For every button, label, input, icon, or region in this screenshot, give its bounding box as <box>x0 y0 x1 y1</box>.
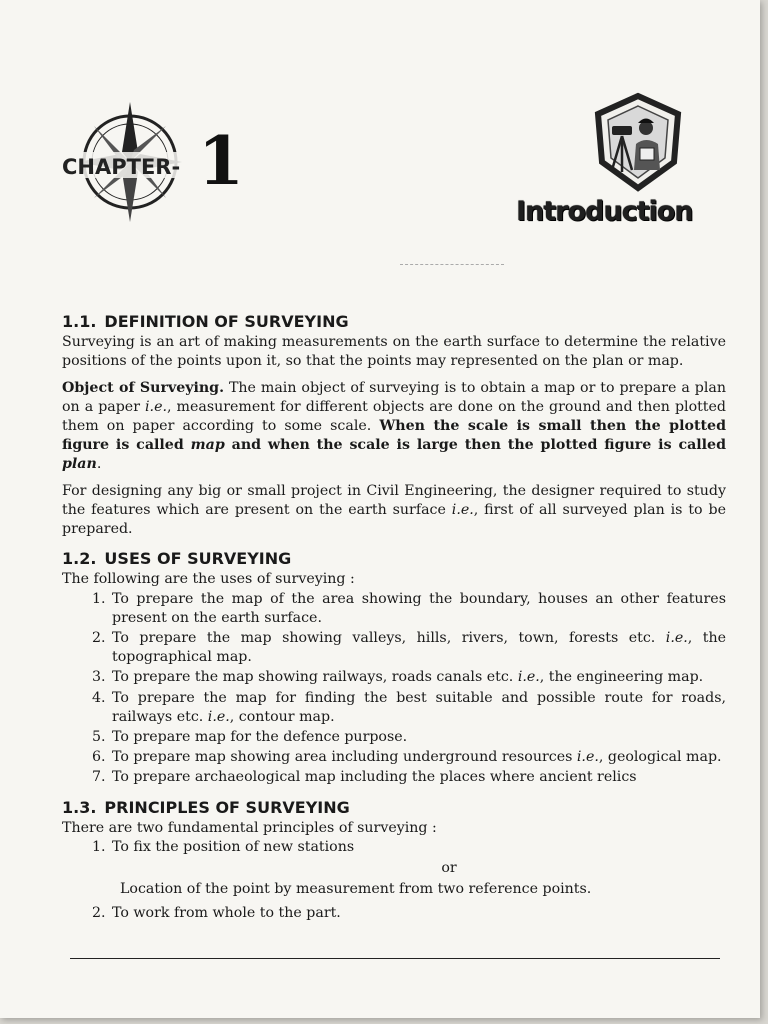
chapter-label: CHAPTER- <box>62 155 181 179</box>
section-uses <box>62 549 726 787</box>
chapter-logo <box>58 100 248 235</box>
list-item: 3. To prepare the map showing railways, roads canals etc. i.e., the engineering map. <box>110 668 726 687</box>
section-definition <box>62 312 726 539</box>
design-paragraph: For designing any big or small project in Civil Engineering, the designer required to study the features which are present on the earth surface i.e., first of all surveyed plan is to be prepared. <box>62 482 726 538</box>
chapter-title: Introduction <box>516 196 693 227</box>
list-item: 7. To prepare archaeological map including the places where ancient relics <box>110 768 726 787</box>
list-item: 1. To prepare the map of the area showing the boundary, houses an other features present on the earth surface. <box>110 590 726 628</box>
uses-intro: The following are the uses of surveying : <box>62 571 355 588</box>
list-item: 2. To work from whole to the part. <box>110 904 726 923</box>
page-content <box>62 312 726 933</box>
location-text: Location of the point by measurement from two reference points. <box>120 881 592 898</box>
principles-list <box>62 838 726 923</box>
list-item: 2. To prepare the map showing valleys, hills, rivers, town, forests etc. i.e., the topographical map. <box>110 629 726 667</box>
section-heading: 1.1. DEFINITION OF SURVEYING <box>62 312 349 331</box>
section-heading: 1.2. USES OF SURVEYING <box>62 549 292 569</box>
divider <box>400 264 504 265</box>
chapter-number: 1 <box>198 122 244 200</box>
uses-list <box>62 590 726 788</box>
definition-paragraph: Surveying is an art of making measurements on the earth surface to determine the relative positions of the points upon it, so that the points may represented on the plan or map. <box>62 334 726 370</box>
list-item: 5. To prepare map for the defence purpose. <box>110 728 726 747</box>
surveyor-theodolite-icon <box>588 92 688 192</box>
object-paragraph: Object of Surveying. The main object of surveying is to obtain a map or to prepare a plan on a paper i.e., measurement for different objects are done on the ground and then plotted them on paper according to some scale. When the scale is small then the plotted figure is called map and when the scale is large then the plotted figure is called plan. <box>62 379 726 473</box>
section-principles <box>62 798 726 923</box>
list-item: 4. To prepare the map for finding the best suitable and possible route for roads, railways etc. i.e., contour map. <box>110 689 726 727</box>
principles-intro: There are two fundamental principles of surveying : <box>62 819 437 836</box>
footer-rule <box>70 958 720 959</box>
or-text: or <box>441 860 457 877</box>
list-item: 6. To prepare map showing area including underground resources i.e., geological map. <box>110 748 726 767</box>
list-item: 1. To fix the position of new stations or Location of the point by measurement from two reference points. <box>110 838 726 900</box>
section-heading: 1.3. PRINCIPLES OF SURVEYING <box>62 797 350 817</box>
